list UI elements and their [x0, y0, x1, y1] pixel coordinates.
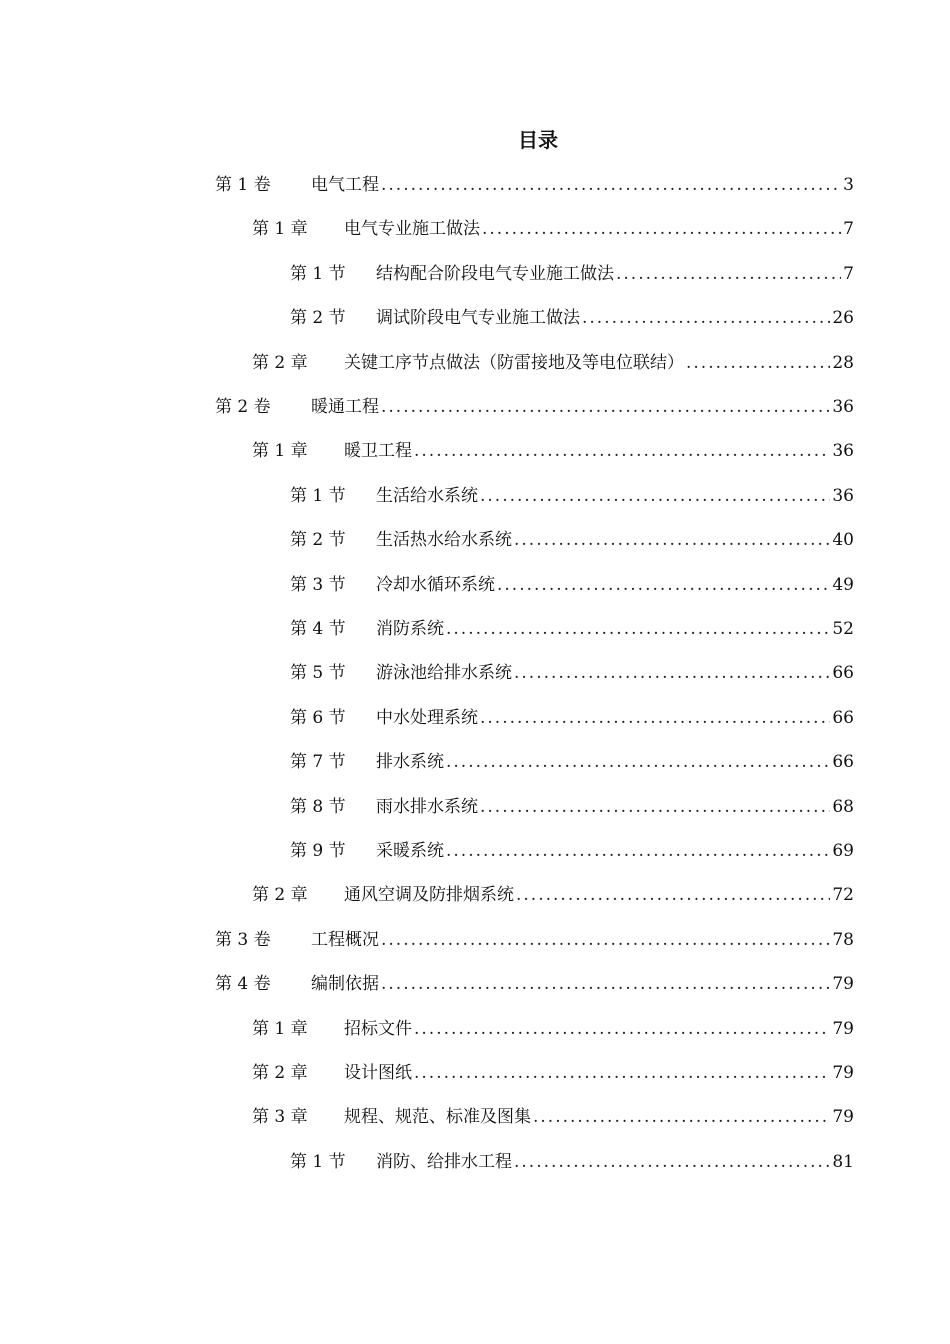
toc-entry-page: 81 [832, 1152, 854, 1172]
toc-entry-page: 7 [843, 219, 854, 239]
toc-leader [480, 486, 830, 506]
toc-entry[interactable] [290, 836, 854, 864]
toc-entry-title: 工程概况 [311, 930, 379, 950]
toc-entry-page: 3 [843, 175, 854, 195]
toc-entry-title: 冷却水循环系统 [376, 575, 495, 595]
toc-entry-page: 68 [832, 797, 854, 817]
toc-entry-number: 第 6 节 [290, 708, 346, 728]
toc-entry-title: 设计图纸 [344, 1063, 412, 1083]
toc-entry-number: 第 1 节 [290, 264, 346, 284]
toc-entry[interactable] [290, 525, 854, 553]
toc-entry-number: 第 3 卷 [215, 930, 271, 950]
toc-leader [446, 752, 830, 772]
toc-entry-title: 调试阶段电气专业施工做法 [376, 308, 580, 328]
toc-entry[interactable] [215, 925, 854, 953]
toc-entry-page: 40 [832, 530, 854, 550]
toc-entry-number: 第 5 节 [290, 663, 346, 683]
toc-entry-number: 第 7 节 [290, 752, 346, 772]
toc-entry-number: 第 2 卷 [215, 397, 271, 417]
toc-leader [616, 264, 841, 284]
toc-entry[interactable] [215, 170, 854, 198]
toc-entry[interactable] [290, 481, 854, 509]
toc-entry-number: 第 1 章 [252, 441, 308, 461]
toc-entry-title: 采暖系统 [376, 841, 444, 861]
toc-entry[interactable] [290, 703, 854, 731]
toc-entry[interactable] [290, 1147, 854, 1175]
toc-entry-page: 66 [832, 752, 854, 772]
toc-entry-title: 编制依据 [311, 974, 379, 994]
toc-entry-page: 79 [832, 1107, 854, 1127]
toc-entry-number: 第 1 节 [290, 1152, 346, 1172]
toc-entry-title: 招标文件 [344, 1019, 412, 1039]
toc-entry-title: 游泳池给排水系统 [376, 663, 512, 683]
toc-leader [533, 1107, 830, 1127]
toc-entry-number: 第 1 节 [290, 486, 346, 506]
toc-entry-number: 第 2 节 [290, 308, 346, 328]
toc-leader [516, 885, 830, 905]
toc-entry-number: 第 2 章 [252, 885, 308, 905]
toc-leader [414, 1019, 830, 1039]
toc-entry-title: 关键工序节点做法（防雷接地及等电位联结） [344, 353, 684, 373]
toc-entry-page: 66 [832, 708, 854, 728]
toc-entry-title: 暖通工程 [311, 397, 379, 417]
toc-leader [582, 308, 830, 328]
toc-entry-number: 第 1 卷 [215, 175, 271, 195]
toc-entry-number: 第 3 节 [290, 575, 346, 595]
toc-leader [514, 1152, 830, 1172]
toc-entry[interactable] [290, 570, 854, 598]
toc-entry-title: 规程、规范、标准及图集 [344, 1107, 531, 1127]
toc-entry[interactable] [252, 1014, 854, 1042]
toc-leader [381, 930, 830, 950]
toc-entry-title: 生活给水系统 [376, 486, 478, 506]
toc-leader [514, 663, 830, 683]
toc-entry[interactable] [290, 658, 854, 686]
toc-entry-title: 电气专业施工做法 [344, 219, 480, 239]
toc-entry[interactable] [215, 969, 854, 997]
toc-entry-title: 消防、给排水工程 [376, 1152, 512, 1172]
toc-entry[interactable] [252, 214, 854, 242]
toc-leader [414, 441, 830, 461]
toc-leader [446, 619, 830, 639]
toc-entry-page: 7 [843, 264, 854, 284]
toc-entry-title: 暖卫工程 [344, 441, 412, 461]
toc-entry-page: 72 [832, 885, 854, 905]
toc-entry-title: 中水处理系统 [376, 708, 478, 728]
toc-entry-number: 第 8 节 [290, 797, 346, 817]
toc-leader [497, 575, 830, 595]
toc-entry-page: 49 [832, 575, 854, 595]
toc-entry-title: 通风空调及防排烟系统 [344, 885, 514, 905]
toc-entry-page: 52 [832, 619, 854, 639]
toc-entry[interactable] [290, 747, 854, 775]
toc-entry[interactable] [290, 303, 854, 331]
toc-entry-number: 第 2 章 [252, 1063, 308, 1083]
toc-entry[interactable] [252, 1102, 854, 1130]
toc-entry[interactable] [252, 1058, 854, 1086]
toc-leader [480, 708, 830, 728]
toc-entry-page: 66 [832, 663, 854, 683]
toc-entry-page: 78 [832, 930, 854, 950]
toc-entry-title: 结构配合阶段电气专业施工做法 [376, 264, 614, 284]
toc-entry-page: 79 [832, 1063, 854, 1083]
toc-entry-title: 排水系统 [376, 752, 444, 772]
toc-entry-number: 第 1 章 [252, 1019, 308, 1039]
toc-leader [514, 530, 830, 550]
toc-entry-page: 79 [832, 1019, 854, 1039]
toc-entry-number: 第 9 节 [290, 841, 346, 861]
toc-entry-title: 消防系统 [376, 619, 444, 639]
toc-entry-number: 第 2 节 [290, 530, 346, 550]
toc-leader [414, 1063, 830, 1083]
toc-entry-page: 36 [832, 397, 854, 417]
toc-entry-title: 生活热水给水系统 [376, 530, 512, 550]
toc-entry-number: 第 2 章 [252, 353, 308, 373]
toc-entry[interactable] [252, 436, 854, 464]
toc-entry[interactable] [252, 348, 854, 376]
toc-entry-number: 第 1 章 [252, 219, 308, 239]
toc-entry-page: 69 [832, 841, 854, 861]
toc-entry-page: 36 [832, 486, 854, 506]
toc-entry[interactable] [215, 392, 854, 420]
toc-entry-page: 26 [832, 308, 854, 328]
toc-leader [482, 219, 841, 239]
toc-entry[interactable] [252, 880, 854, 908]
toc-entry[interactable] [290, 259, 854, 287]
toc-entry-number: 第 3 章 [252, 1107, 308, 1127]
toc-entry[interactable] [290, 614, 854, 642]
toc-leader [686, 353, 830, 373]
toc-leader [446, 841, 830, 861]
toc-entry-page: 28 [832, 353, 854, 373]
toc-leader [381, 397, 830, 417]
toc-entry-number: 第 4 卷 [215, 974, 271, 994]
toc-leader [381, 175, 841, 195]
toc-entry[interactable] [290, 792, 854, 820]
toc-entry-page: 36 [832, 441, 854, 461]
toc-entry-title: 雨水排水系统 [376, 797, 478, 817]
toc-leader [381, 974, 830, 994]
toc-entry-number: 第 4 节 [290, 619, 346, 639]
toc-leader [480, 797, 830, 817]
toc-entry-title: 电气工程 [311, 175, 379, 195]
toc-entry-page: 79 [832, 974, 854, 994]
page-title: 目录 [518, 128, 558, 152]
